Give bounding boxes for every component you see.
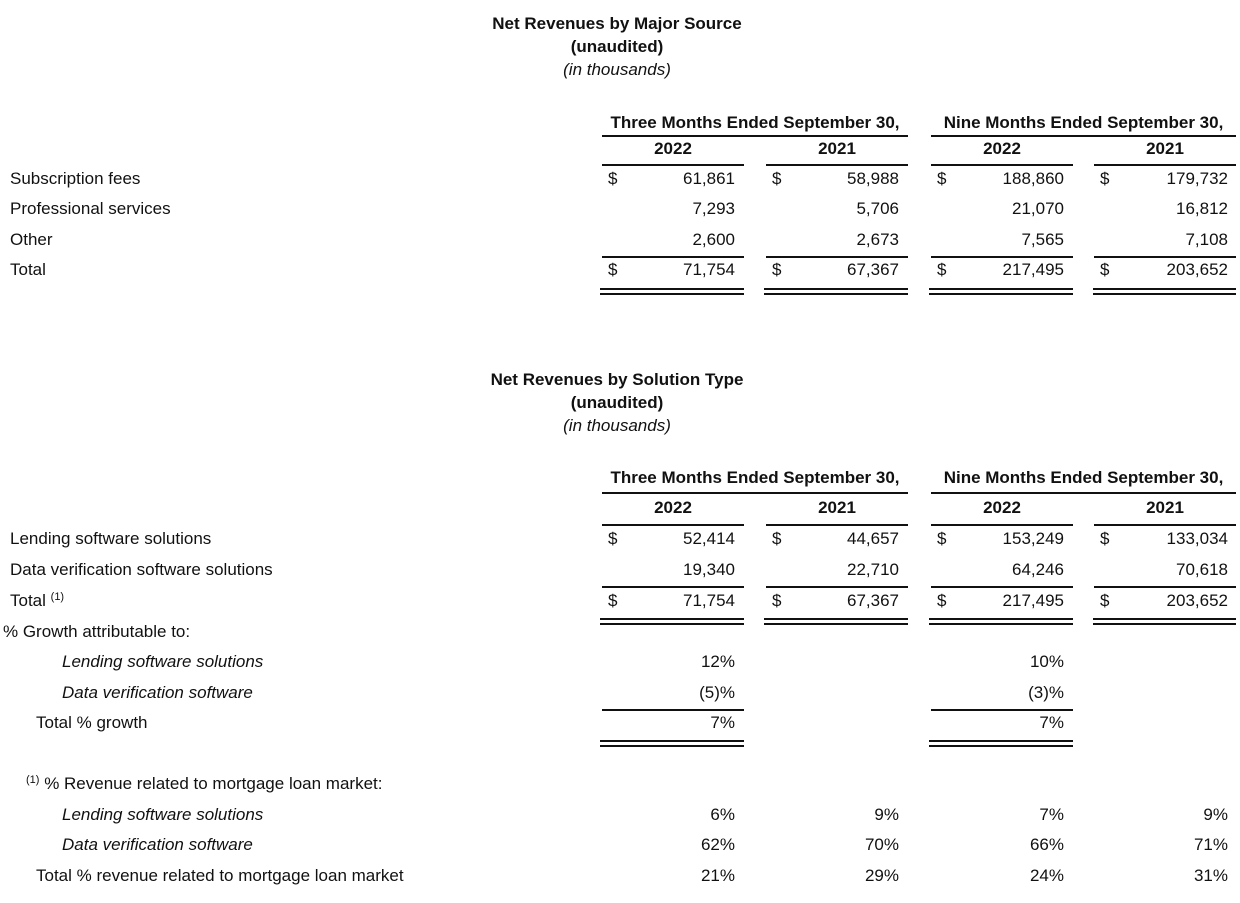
section1-title: Net Revenues by Major Source: [492, 14, 742, 33]
growth-value: 7%: [710, 713, 735, 732]
row-label-other: Other: [10, 230, 53, 249]
mortgage-value: 66%: [1029, 835, 1064, 854]
mortgage-heading-text: % Revenue related to mortgage loan market:: [44, 774, 383, 793]
section1-unaudited: (unaudited): [570, 37, 664, 56]
section2-year-header: 2021: [818, 498, 856, 517]
cell-value: 64,246: [1012, 560, 1064, 579]
section2-year-header: 2022: [654, 498, 692, 517]
currency-symbol: $: [772, 260, 782, 279]
section1-year-header: 2021: [818, 139, 856, 158]
double-underline: [929, 618, 1073, 625]
mortgage-value: 21%: [700, 866, 735, 885]
row-label-data-verification: Data verification software solutions: [10, 560, 273, 579]
double-underline: [1093, 288, 1236, 295]
double-underline: [929, 740, 1073, 747]
cell-value: 133,034: [1166, 529, 1228, 548]
mortgage-value: 62%: [700, 835, 735, 854]
cell-value: 71,754: [683, 260, 735, 279]
growth-value: (5)%: [699, 683, 735, 702]
currency-symbol: $: [772, 591, 782, 610]
growth-value: 12%: [700, 652, 735, 671]
cell-value: 203,652: [1166, 591, 1228, 610]
row-label-total: [10, 591, 64, 611]
mortgage-value: 9%: [874, 805, 899, 824]
currency-symbol: $: [1100, 260, 1110, 279]
growth-value: (3)%: [1028, 683, 1064, 702]
cell-value: 19,340: [683, 560, 735, 579]
mortgage-value: 24%: [1029, 866, 1064, 885]
cell-value: 2,600: [692, 230, 735, 249]
total-rule: [1094, 586, 1236, 588]
year-underline: [766, 164, 908, 166]
section2-units: (in thousands): [563, 416, 671, 435]
currency-symbol: $: [608, 260, 618, 279]
mortgage-row-label: Data verification software: [62, 835, 253, 854]
section2-title: Net Revenues by Solution Type: [490, 370, 744, 389]
cell-value: 179,732: [1166, 169, 1228, 188]
cell-value: 7,108: [1185, 230, 1228, 249]
cell-value: 217,495: [1002, 260, 1064, 279]
section2-period-three-underline: [602, 492, 908, 494]
cell-value: 52,414: [683, 529, 735, 548]
section2-year-header: 2021: [1146, 498, 1184, 517]
growth-row-label: Lending software solutions: [62, 652, 264, 671]
currency-symbol: $: [608, 591, 618, 610]
cell-value: 21,070: [1012, 199, 1064, 218]
currency-symbol: $: [772, 169, 782, 188]
currency-symbol: $: [1100, 169, 1110, 188]
section1-period-nine-header: Nine Months Ended September 30,: [943, 113, 1224, 132]
total-label-text: Total: [10, 591, 46, 610]
total-rule: [602, 256, 744, 258]
currency-symbol: $: [608, 169, 618, 188]
mortgage-total-label: Total % revenue related to mortgage loan market: [36, 866, 404, 885]
cell-value: 70,618: [1176, 560, 1228, 579]
total-rule: [931, 586, 1073, 588]
double-underline: [929, 288, 1073, 295]
mortgage-heading: [26, 774, 383, 794]
total-rule: [1094, 256, 1236, 258]
cell-value: 153,249: [1002, 529, 1064, 548]
cell-value: 203,652: [1166, 260, 1228, 279]
currency-symbol: $: [937, 260, 947, 279]
mortgage-value: 31%: [1193, 866, 1228, 885]
growth-value: 7%: [1039, 713, 1064, 732]
mortgage-value: 9%: [1203, 805, 1228, 824]
row-label-total: Total: [10, 260, 46, 279]
year-underline: [766, 524, 908, 526]
currency-symbol: $: [608, 529, 618, 548]
mortgage-value: 29%: [864, 866, 899, 885]
double-underline: [764, 618, 908, 625]
cell-value: 71,754: [683, 591, 735, 610]
mortgage-value: 70%: [864, 835, 899, 854]
cell-value: 217,495: [1002, 591, 1064, 610]
section1-period-three-header: Three Months Ended September 30,: [610, 113, 900, 132]
cell-value: 58,988: [847, 169, 899, 188]
growth-heading: % Growth attributable to:: [3, 622, 191, 641]
cell-value: 7,565: [1021, 230, 1064, 249]
section2-year-header: 2022: [983, 498, 1021, 517]
section1-units: (in thousands): [563, 60, 671, 79]
cell-value: 2,673: [856, 230, 899, 249]
double-underline: [1093, 618, 1236, 625]
growth-total-label: Total % growth: [36, 713, 148, 732]
cell-value: 16,812: [1176, 199, 1228, 218]
cell-value: 188,860: [1002, 169, 1064, 188]
section2-period-nine-header: Nine Months Ended September 30,: [943, 468, 1224, 487]
row-label-subscription-fees: Subscription fees: [10, 169, 141, 188]
section2-period-three-header: Three Months Ended September 30,: [610, 468, 900, 487]
section1-year-header: 2021: [1146, 139, 1184, 158]
total-rule: [766, 256, 908, 258]
year-underline: [602, 524, 744, 526]
currency-symbol: $: [1100, 591, 1110, 610]
cell-value: 22,710: [847, 560, 899, 579]
year-underline: [931, 164, 1073, 166]
year-underline: [1094, 164, 1236, 166]
cell-value: 67,367: [847, 260, 899, 279]
cell-value: 5,706: [856, 199, 899, 218]
row-label-professional-services: Professional services: [10, 199, 171, 218]
section1-year-header: 2022: [654, 139, 692, 158]
section2-period-nine-underline: [931, 492, 1236, 494]
cell-value: 44,657: [847, 529, 899, 548]
row-label-lending-software: Lending software solutions: [10, 529, 212, 548]
double-underline: [600, 618, 744, 625]
growth-value: 10%: [1029, 652, 1064, 671]
footnote-ref: (1): [50, 591, 65, 603]
year-underline: [931, 524, 1073, 526]
double-underline: [600, 288, 744, 295]
currency-symbol: $: [937, 169, 947, 188]
section1-period-nine-underline: [931, 135, 1236, 137]
section2-unaudited: (unaudited): [570, 393, 664, 412]
mortgage-value: 7%: [1039, 805, 1064, 824]
year-underline: [602, 164, 744, 166]
mortgage-value: 6%: [710, 805, 735, 824]
total-rule: [766, 586, 908, 588]
double-underline: [600, 740, 744, 747]
total-rule: [602, 709, 744, 711]
mortgage-row-label: Lending software solutions: [62, 805, 264, 824]
growth-row-label: Data verification software: [62, 683, 253, 702]
currency-symbol: $: [937, 591, 947, 610]
total-rule: [602, 586, 744, 588]
year-underline: [1094, 524, 1236, 526]
cell-value: 67,367: [847, 591, 899, 610]
currency-symbol: $: [937, 529, 947, 548]
currency-symbol: $: [772, 529, 782, 548]
cell-value: 61,861: [683, 169, 735, 188]
section1-year-header: 2022: [983, 139, 1021, 158]
cell-value: 7,293: [692, 199, 735, 218]
mortgage-value: 71%: [1193, 835, 1228, 854]
footnote-marker: (1): [26, 774, 40, 786]
currency-symbol: $: [1100, 529, 1110, 548]
section1-period-three-underline: [602, 135, 908, 137]
double-underline: [764, 288, 908, 295]
total-rule: [931, 256, 1073, 258]
total-rule: [931, 709, 1073, 711]
